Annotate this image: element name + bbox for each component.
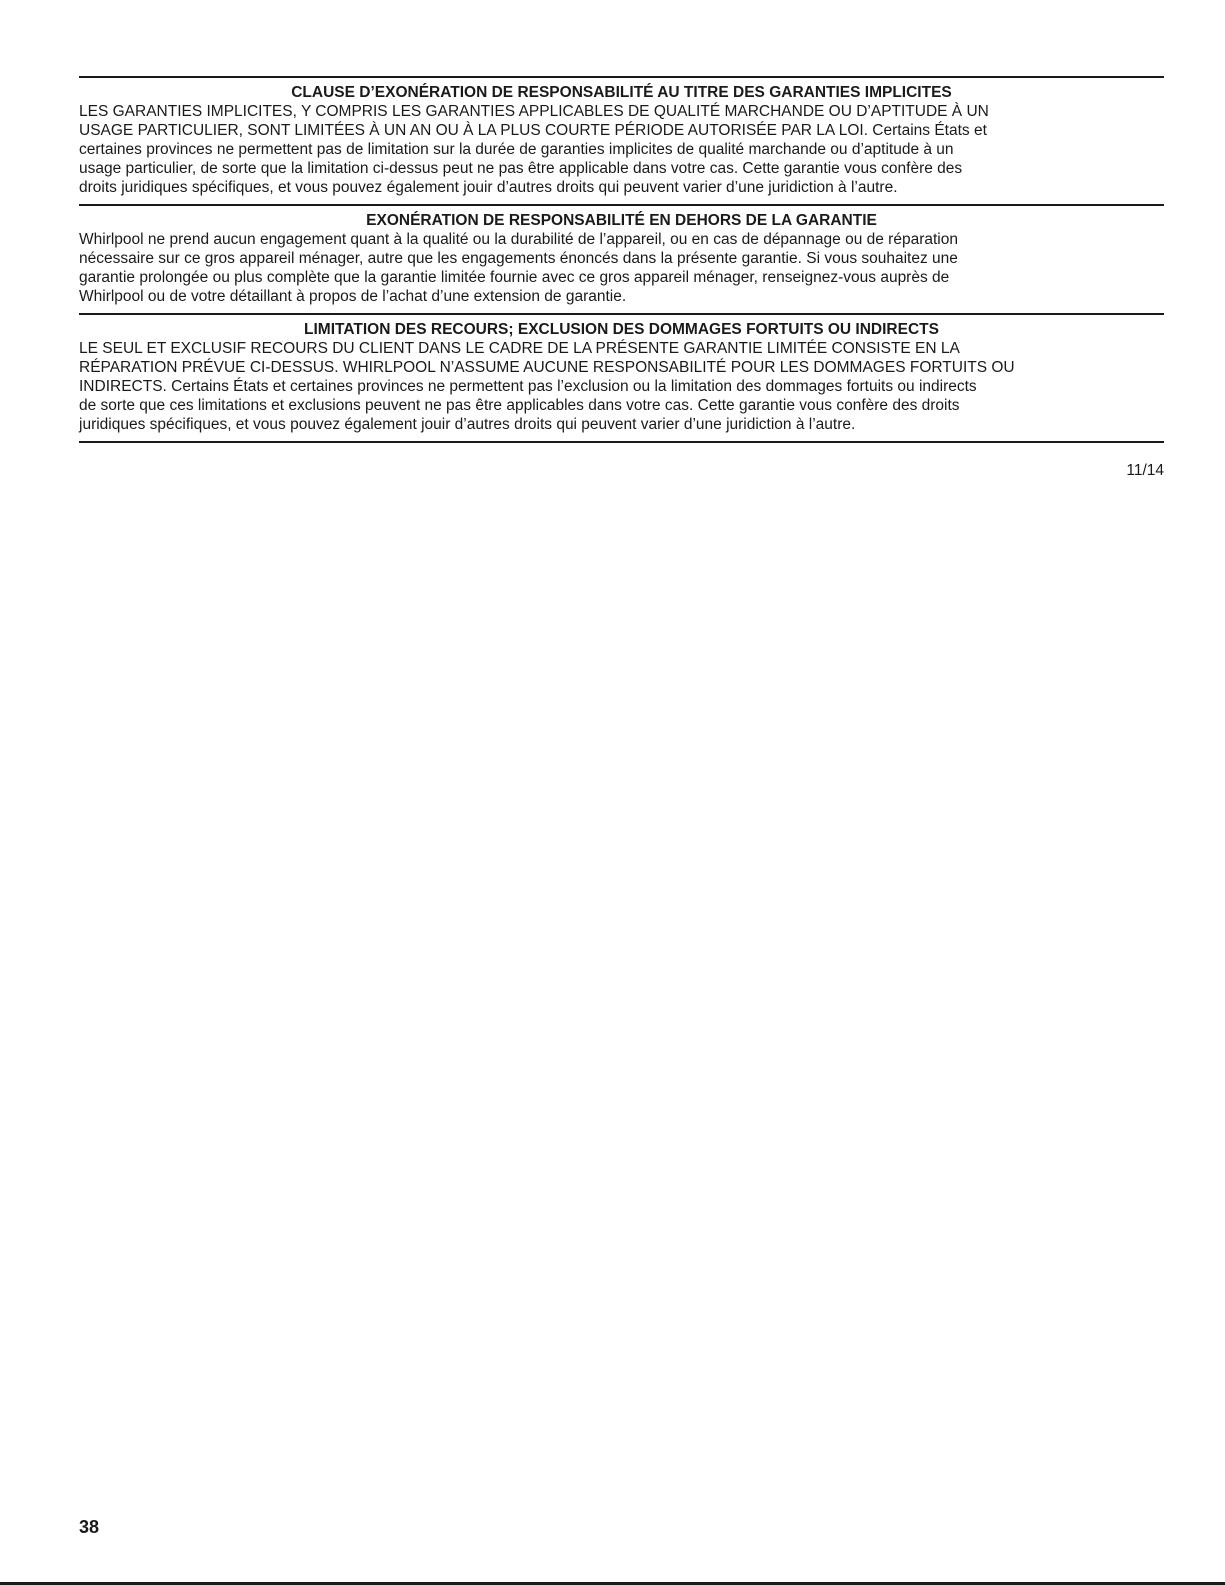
limitation-of-remedies-section xyxy=(79,313,1164,441)
section-body: LE SEUL ET EXCLUSIF RECOURS DU CLIENT DANS LE CADRE DE LA PRÉSENTE GARANTIE LIMITÉE CONSISTE EN LA RÉPARATION PRÉVUE CI-DESSUS. WHIRLPOOL N’ASSUME AUCUNE RESPONSABILITÉ POUR LES DOMMAGES FORTUITS OU INDIRECTS. Certains États et certaines provinces ne permettent pas l’exclusion ou la limitation des dommages fortuits ou indirects de sorte que ces limitations et exclusions peuvent ne pas être applicables dans votre cas. Cette garantie vous confère des droits juridiques spécifiques, et vous pouvez également jouir d’autres droits qui peuvent varier d’une juridiction à l’autre. xyxy=(79,340,1015,433)
document-revision-code: 11/14 xyxy=(1126,462,1164,479)
outside-warranty-disclaimer-section xyxy=(79,204,1164,313)
section-body: Whirlpool ne prend aucun engagement quant à la qualité ou la durabilité de l’appareil, ou en cas de dépannage ou de réparation nécessaire sur ce gros appareil ménager, autre que les engagements énoncés dans la présente garantie. Si vous souhaitez une garantie prolongée ou plus complète que la garantie limitée fournie avec ce gros appareil ménager, renseignez-vous auprès de Whirlpool ou de votre détaillant à propos de l’achat d’une extension de garantie. xyxy=(79,231,958,305)
section-title: EXONÉRATION DE RESPONSABILITÉ EN DEHORS DE LA GARANTIE xyxy=(366,212,877,229)
closing-divider xyxy=(79,441,1164,443)
section-title: CLAUSE D’EXONÉRATION DE RESPONSABILITÉ AU TITRE DES GARANTIES IMPLICITES xyxy=(291,84,952,101)
section-title: LIMITATION DES RECOURS; EXCLUSION DES DOMMAGES FORTUITS OU INDIRECTS xyxy=(304,321,939,338)
implied-warranty-disclaimer-section xyxy=(79,76,1164,204)
warranty-sections xyxy=(79,76,1164,443)
section-body: LES GARANTIES IMPLICITES, Y COMPRIS LES GARANTIES APPLICABLES DE QUALITÉ MARCHANDE OU D’APTITUDE À UN USAGE PARTICULIER, SONT LIMITÉES À UN AN OU À LA PLUS COURTE PÉRIODE AUTORISÉE PAR LA LOI. Certains États et certaines provinces ne permettent pas de limitation sur la durée de garanties implicites de qualité marchande ou d’aptitude à un usage particulier, de sorte que la limitation ci-dessus peut ne pas être applicable dans votre cas. Cette garantie vous confère des droits juridiques spécifiques, et vous pouvez également jouir d’autres droits qui peuvent varier d’une juridiction à l’autre. xyxy=(79,103,989,196)
page-number: 38 xyxy=(79,1517,100,1537)
